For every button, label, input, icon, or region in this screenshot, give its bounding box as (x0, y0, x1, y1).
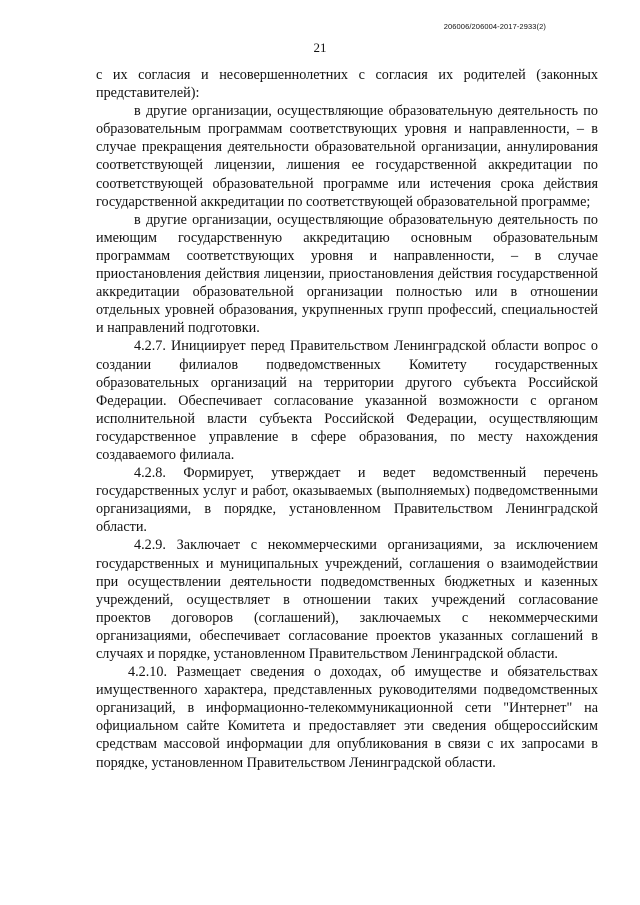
document-body (96, 66, 598, 772)
paragraph-4-2-8: 4.2.8. Формирует, утверждает и ведет ведомственный перечень государственных услуг и работ, оказываемых (выполняемых) подведомственными организациями, в порядке, установленном Правительством Ленинградской области. (96, 465, 598, 536)
paragraph-4-2-9: 4.2.9. Заключает с некоммерческими организациями, за исключением государственных и муниципальных учреждений, соглашения о взаимодействии при осуществлении деятельности подведомственных бюджетных и казенных учреждений, осуществляет в отношении таких учреждений согласование проектов договоров (соглашений), заключаемых с некоммерческими организациями, обеспечивает согласование проектов указанных соглашений в случаях и порядке, установленном Правительством Ленинградской области. (96, 537, 598, 662)
paragraph-transfer-license: в другие организации, осуществляющие образовательную деятельность по образовательным программам соответствующих уровня и направленности, – в случае прекращения деятельности образовательной организации, аннулирования соответствующей лицензии, лишения ее государственной аккредитации по соответствующей образовательной программе или истечения срока действия государственной аккредитации по соответствующей образовательной программе; (96, 103, 598, 210)
paragraph-4-2-7: 4.2.7. Инициирует перед Правительством Ленинградской области вопрос о создании филиалов подведомственных Комитету государственных образовательных организаций на территории другого субъекта Российской Федерации. Обеспечивает согласование указанной возможности с органом исполнительной власти субъекта Российской Федерации, осуществляющим государственное управление в сфере образования, по месту нахождения создаваемого филиала. (96, 338, 598, 463)
page-number: 21 (313, 40, 327, 55)
document-id: 206006/206004-2017-2933(2) (443, 22, 546, 31)
paragraph-4-2-10: 4.2.10. Размещает сведения о доходах, об имуществе и обязательствах имущественного характера, представленных руководителями подведомственных организаций, в информационно-телекоммуникационной сети "Интернет" на официальном сайте Комитета и предоставляет эти сведения общероссийским средствам массовой информации для опубликования в связи с их запросами в порядке, установленном Правительством Ленинградской области. (96, 664, 598, 771)
paragraph-transfer-accreditation: в другие организации, осуществляющие образовательную деятельность по имеющим государственную аккредитацию основным образовательным программам соответствующих уровня и направленности, – в случае приостановления действия лицензии, приостановления действия государственной аккредитации образовательной организации полностью или в отношении отдельных уровней образования, укрупненных групп профессий, специальностей и направлений подготовки. (96, 211, 598, 337)
paragraph-continuation: с их согласия и несовершеннолетних с согласия их родителей (законных представителей): (96, 67, 598, 102)
